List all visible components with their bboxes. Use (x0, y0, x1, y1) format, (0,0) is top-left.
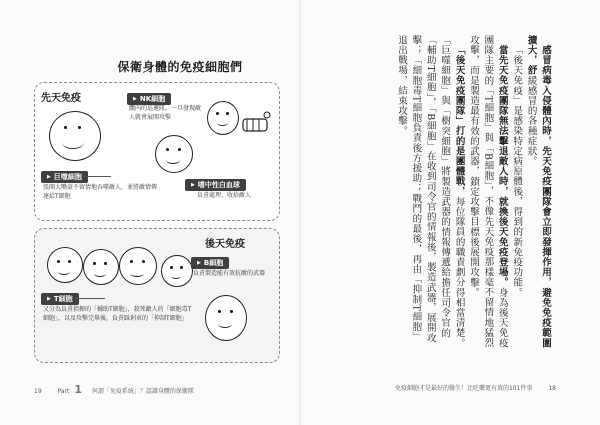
paragraph-3: 當先天免疫團隊無法擊退敵人時，就換後天免疫登場。身為後天免疫團隊主要的「T細胞」與「B細胞」，不像先天免疫那樣毫不留情地猛烈攻擊，而是製造最有效的武器，鎖定攻擊目標後展開攻擊。 (467, 35, 508, 348)
adaptive-immunity-panel (34, 228, 280, 363)
book-title: 免疫細胞才是最好的醫生！比吃藥更有效的101件事 (394, 385, 533, 392)
right-page-footer (395, 383, 556, 392)
paragraph-1: 感冒病毒入侵體內時，先天免疫團隊會立即發揮作用，避免免疫範圍擴大，舒緩感冒的各種症狀。 (525, 35, 551, 348)
macrophage-label: ▶ 巨噬細胞 (41, 171, 88, 183)
body-text (394, 35, 552, 350)
innate-immunity-heading: 先天免疫 (41, 93, 81, 104)
neutrophil-illustration (155, 135, 193, 173)
nk-tank-icon (239, 109, 273, 135)
t-cell-description: 又分為負責指揮的「輔助T細胞」，殺死敵人的「細胞毒T細胞」，以及攻擊完畢後，負責踩剎車的「抑制T細胞」 (43, 306, 192, 322)
dendritic-cell-illustration (47, 247, 83, 283)
nk-cell-label: ▶ NK細胞 (127, 93, 171, 105)
adaptive-immunity-heading: 後天免疫 (205, 239, 245, 250)
part-label: Part (57, 388, 70, 395)
innate-immunity-panel (34, 82, 280, 221)
right-page-number: 18 (548, 385, 556, 392)
nk-cell-illustration (207, 101, 239, 135)
b-cell-illustration (205, 295, 247, 341)
suppressor-t-cell-illustration (161, 255, 193, 287)
paragraph-2: 「後天免疫」是感染特定病原體後，得到的新免疫功能。 (511, 44, 523, 297)
helper-t-cell-illustration (83, 249, 119, 285)
left-page-footer (34, 383, 194, 396)
page-title: 保衛身體的免疫細胞們 (117, 60, 243, 74)
macrophage-description: 張開大嘴豪不留情地吞噬敵人，並將敵情傳達給T細胞 (43, 184, 158, 200)
macrophage-leader-line (83, 176, 111, 177)
left-page-number: 19 (34, 388, 42, 395)
paragraph-4: 「後天免疫團隊」打的是團體戰，每位隊員的職責劃分得相當清楚。「巨噬細胞」與「樹突細胞」將製造武器的情報傳遞給擔任司令官的「輔助T細胞」，「B細胞」在收到司令官的情報後，製造武器，展開攻擊；「細胞毒T細胞負責後方援助；戰鬥的最後，再由「抑制T細胞」退出戰場，結束攻擊。 (395, 35, 465, 348)
b-cell-label: ▶ B細胞 (191, 257, 229, 269)
chapter-title: 何謂「免疫系統」？認識身體的保衛隊 (91, 388, 194, 395)
b-cell-description: 負責製造能有效抗敵的武器 (193, 270, 266, 277)
nk-cell-description: 體內的巡邏隊，一旦發現敵人就會展開攻擊 (129, 105, 202, 121)
macrophage-illustration (49, 111, 101, 161)
part-number: 1 (74, 383, 82, 396)
neutrophil-description: 負責處理、收拾敵人 (197, 192, 252, 199)
t-cell-label: ▶ T細胞 (41, 293, 79, 305)
t-cell-leader-line (75, 298, 105, 299)
neutrophil-label: ▶ 嗜中性白血球 (185, 179, 246, 191)
killer-t-cell-illustration (119, 247, 157, 285)
